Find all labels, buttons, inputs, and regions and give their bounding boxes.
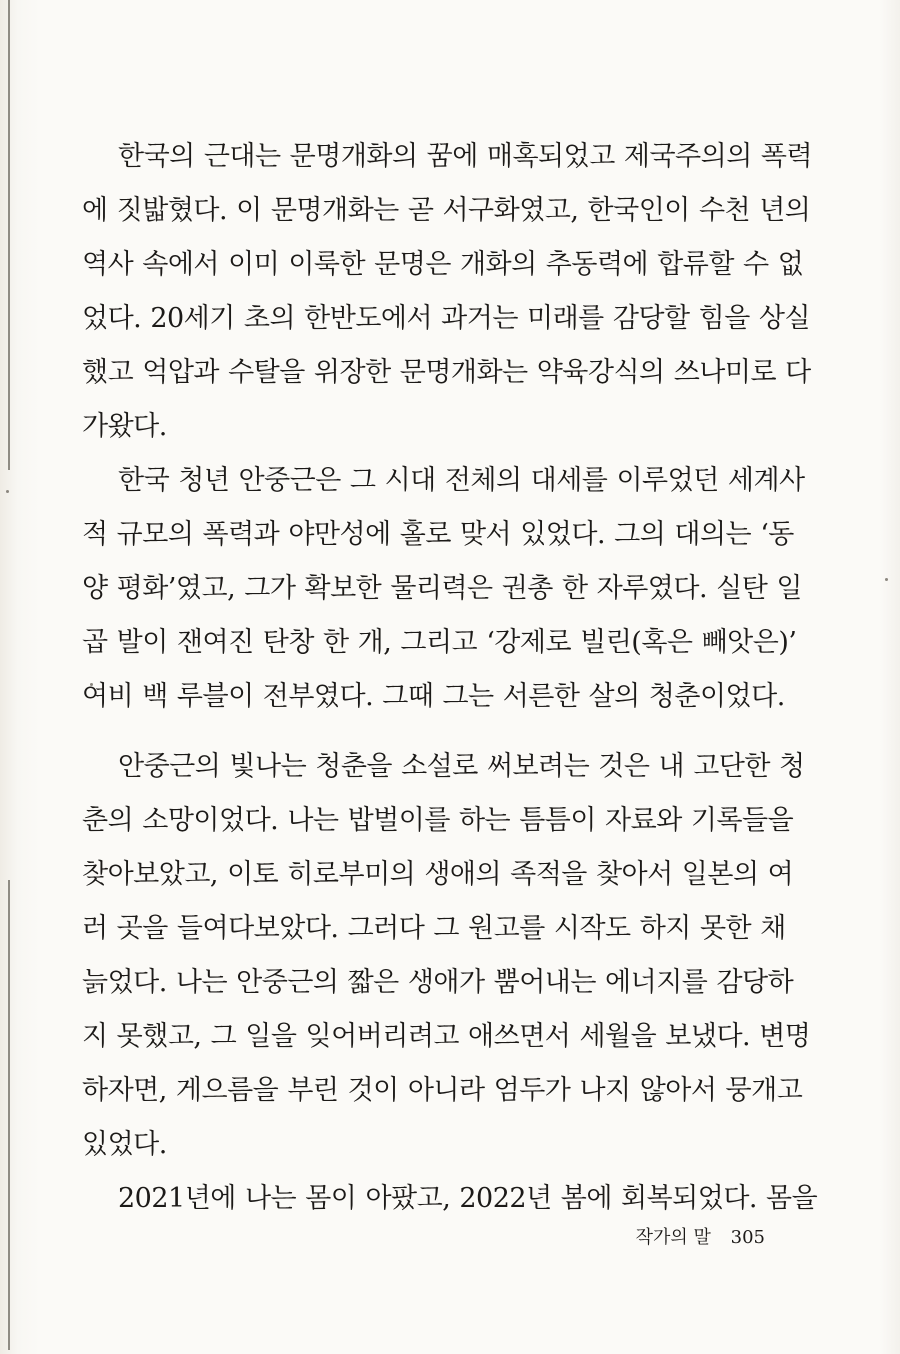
text-line: 했고 억압과 수탈을 위장한 문명개화는 약육강식의 쓰나미로 다 [82,357,811,388]
binding-edge-line [8,0,10,470]
text-line: 있었다. [82,1129,167,1160]
text-line: 2021년에 나는 몸이 아팠고, 2022년 봄에 회복되었다. 몸을 [118,1183,818,1214]
text-line: 한국의 근대는 문명개화의 꿈에 매혹되었고 제국주의의 폭력 [118,141,813,172]
text-line: 역사 속에서 이미 이룩한 문명은 개화의 추동력에 합류할 수 없 [82,249,804,280]
page-footer [636,1223,765,1249]
binding-edge-line [8,880,10,1350]
page-number: 305 [730,1227,765,1248]
text-line: 한국 청년 안중근은 그 시대 전체의 대세를 이루었던 세계사 [118,465,805,496]
text-line: 하자면, 게으름을 부린 것이 아니라 엄두가 나지 않아서 뭉개고 [82,1075,803,1106]
text-line: 러 곳을 들여다보았다. 그러다 그 원고를 시작도 하지 못한 채 [82,913,786,944]
body-text-section-1 [82,130,813,724]
running-footer-title: 작가의 말 [635,1227,711,1248]
paper-speck [6,490,9,493]
text-line: 었다. 20세기 초의 한반도에서 과거는 미래를 감당할 힘을 상실 [82,303,811,334]
text-line: 춘의 소망이었다. 나는 밥벌이를 하는 틈틈이 자료와 기록들을 [82,805,794,836]
paper-speck [885,578,888,581]
text-line: 적 규모의 폭력과 야만성에 홀로 맞서 있었다. 그의 대의는 ‘동 [82,519,794,550]
text-line: 곱 발이 잰여진 탄창 한 개, 그리고 ‘강제로 빌린(혹은 빼앗은)’ [82,627,797,658]
text-line: 여비 백 루블이 전부였다. 그때 그는 서른한 살의 청춘이었다. [82,681,785,712]
text-line: 찾아보았고, 이토 히로부미의 생애의 족적을 찾아서 일본의 여 [82,859,794,890]
body-text-section-2 [82,740,818,1226]
text-line: 안중근의 빛나는 청춘을 소설로 써보려는 것은 내 고단한 청 [118,751,805,782]
text-line: 양 평화’였고, 그가 확보한 물리력은 권총 한 자루였다. 실탄 일 [82,573,802,604]
text-line: 에 짓밟혔다. 이 문명개화는 곧 서구화였고, 한국인이 수천 년의 [82,195,811,226]
text-line: 가왔다. [82,411,167,442]
text-line: 지 못했고, 그 일을 잊어버리려고 애쓰면서 세월을 보냈다. 변명 [82,1021,811,1052]
text-line: 늙었다. 나는 안중근의 짧은 생애가 뿜어내는 에너지를 감당하 [82,967,794,998]
